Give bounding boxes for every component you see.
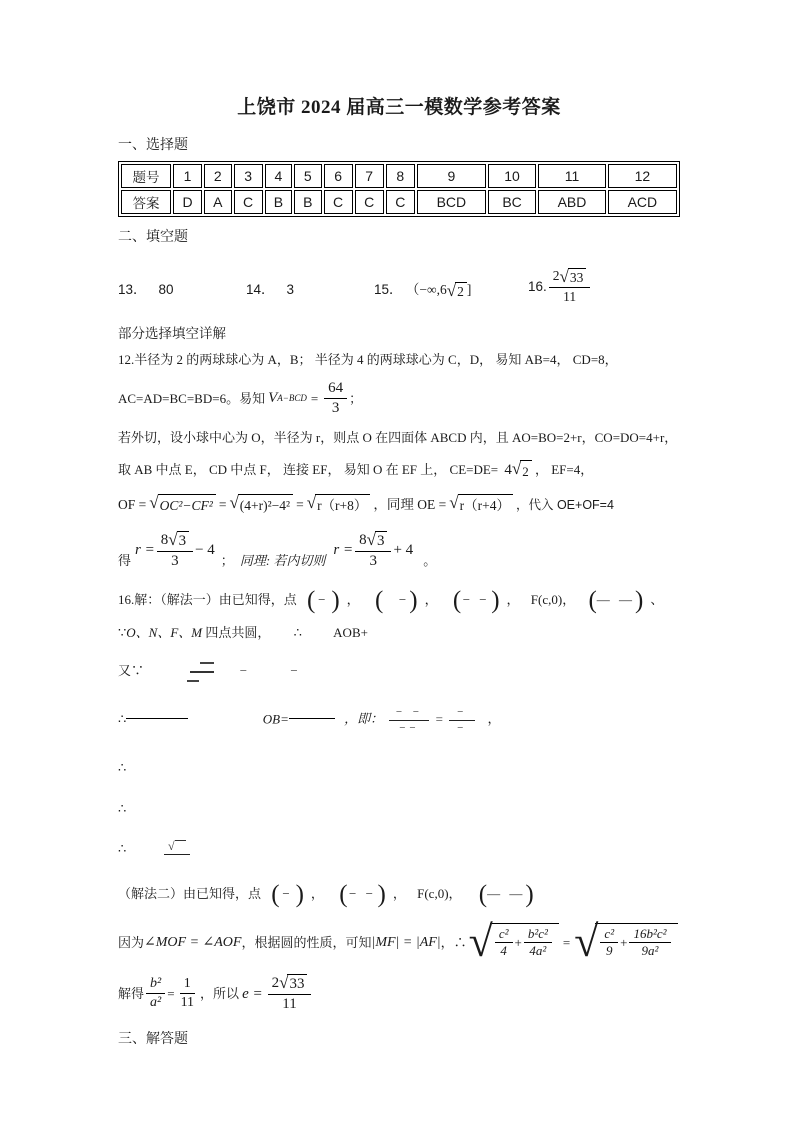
sqrt-symbol: √ r（r+4） [449,494,513,516]
broken-rule [289,718,335,719]
table-cell: A [204,190,231,214]
broken-fraction: − − [449,707,475,734]
section-heading-blank: 二、填空题 [118,230,188,245]
blank-answers-row [118,266,680,312]
table-cell: C [324,190,353,214]
q16-method1-line3: 又∵ − − [118,659,680,685]
broken-fraction: − − −− [389,707,429,734]
fraction: 2 √ 33 11 [268,974,312,1014]
therefore-symbol: ∴ [118,840,127,856]
detail-heading: 部分选择填空详解 [118,326,226,341]
q15-answer: 15． （−∞,6 √ 2 ] [374,280,472,300]
therefore-symbol: ∴ [118,711,127,726]
fraction: 8 √ 3 3 [157,531,193,571]
table-cell: 3 [234,164,263,188]
q16-therefore-empty-1: ∴ [118,759,127,775]
fraction: 8 √ 3 3 [355,531,391,571]
also-because: 又∵ [118,662,145,678]
q12-line3: 若外切，设小球中心为 O，半径为 r，则点 O 在四面体 ABCD 内，且 AO=BO=2+r，CO=DO=4+r， [118,430,678,445]
q14-answer: 14． 3 [246,282,295,297]
sqrt-symbol: √ 33 [279,974,307,993]
row-label-answer: 答案 [121,190,171,214]
table-cell: ABD [538,190,606,214]
big-sqrt: √ $\frac{\text{c²}}{9}$ + $\frac{\text{16b²c²}}{\text{9a²}}$ [574,923,677,963]
sqrt-symbol: √ 2 [512,460,532,482]
angle-equality: ∠MOF = ∠AOF [144,934,242,950]
broken-equation-fragment [187,659,217,685]
table-cell: 7 [355,164,384,188]
fraction: $\frac{\text{b²c²}}{\text{4a²}}$ [524,927,552,960]
segment-equality: |MF| = |AF| [371,934,441,950]
sqrt-symbol: √ 33 [560,268,587,286]
eccentricity: e = [242,985,263,1002]
table-cell: 10 [488,164,536,188]
point-names: O、N、F、M [126,625,203,641]
ob-label: OB= [262,711,289,726]
fraction: $\frac{64}{3}$ [324,380,347,418]
table-cell: 11 [538,164,606,188]
q16-therefore-empty-3 [118,839,680,860]
q12-line6: 得 r = 8 √ 3 3 − 4 ； 同理: 若内切则 r = 8 √ 3 3 + 4 。 [118,529,437,569]
broken-sqrt-fragment [164,840,190,860]
section-heading-answer: 三、解答题 [118,1031,188,1047]
table-cell: C [355,190,384,214]
table-cell: 6 [324,164,353,188]
table-cell: D [173,190,202,214]
q12-line5: OF = √ OC²−CF² = √ (4+r)²−4² = √ r（r+8） ，同理 OE = √ r（r+4） ，代入 OE+OF=4 [118,494,680,516]
fraction: $\frac{\text{c²}}{4}$ [495,927,513,960]
q16-answer: 16. 2 √ 33 11 [528,268,592,304]
table-cell: B [294,190,321,214]
q16-method2-line2: 因为 ∠MOF = ∠AOF ，根据圆的性质，可知 |MF| = |AF| ，∴ √ $\frac{\text{c²}}{4}$ + $\frac{\text{b²c²}}{\text{4a²}}$ = √ $\frac{\text{c²}}{9}$ + $\frac{\text{16b²c²}}{\text{9a²}}$ [118,923,680,963]
table-cell: BC [488,190,536,214]
section-heading-choice: 一、选择题 [118,138,188,153]
row-label-number: 题号 [121,164,171,188]
variable-V: V [268,390,278,406]
radical-sign: √ [468,916,493,966]
sqrt-symbol: √ OC²−CF² [149,494,216,516]
sqrt-symbol: √ 3 [367,531,388,550]
answer-table [118,161,680,217]
table-row-numbers [121,164,677,188]
table-cell: 1 [173,164,202,188]
broken-coordinate: ( − −) [452,587,500,615]
fraction: $\frac{\text{16b²c²}}{\text{9a²}}$ [629,927,670,960]
sqrt-symbol: √ 2 [447,282,467,300]
table-cell: 4 [265,164,292,188]
q12-line2: AC=AD=BC=BD=6。易知 V A−BCD = $\frac{64}{3}$ ； [118,379,363,416]
fraction: $\frac{\text{c²}}{9}$ [600,927,618,960]
broken-rule [126,718,188,719]
because-symbol: ∵ [118,625,127,641]
broken-coordinate: ( − ) [271,880,304,908]
big-sqrt: √ $\frac{\text{c²}}{4}$ + $\frac{\text{b²c²}}{\text{4a²}}$ [469,923,559,963]
focus-point: F(c,0) [530,592,563,608]
therefore-symbol: ∴ [293,625,302,641]
q16-method1-line4: ∴ OB= ，即： − − −− = − − ， [118,705,501,734]
fraction: $\frac{\text{b²}}{\text{a²}}$ [146,976,165,1011]
broken-coordinate: ( − ) [307,587,340,615]
q16-method1-line1: 16.解：（解法一）由已知得，点 ( − ) ， ( −) ， ( − −) ， F(c,0)， (— —) 、 [118,587,664,615]
table-cell: 2 [204,164,231,188]
table-cell: C [234,190,263,214]
q12-line1: 12.半径为 2 的两球球心为 A，B； 半径为 4 的两球球心为 C，D， 易知 AB=4， CD=8， [118,352,618,367]
q16-method2-line3: 解得 $\frac{\text{b²}}{\text{a²}}$ = $\frac{1}{11}$ ，所以 e = 2 √ 33 11 [118,974,680,1014]
table-cell: BCD [417,190,486,214]
table-row-answers [121,190,677,214]
table-cell: 9 [417,164,486,188]
q12-line4: 取 AB 中点 E， CD 中点 F， 连接 EF， 易知 O 在 EF 上， CE=DE= 4 √ 2 ， EF=4， [118,459,680,482]
sqrt-symbol: √ 3 [168,531,189,550]
q16-method1-line2: ∵O、N、F、M 四点共圆， ∴ AOB+ [118,625,368,641]
q16-method2-line1: （解法二）由已知得，点 ( − ) ， ( − −) ， F(c,0)， (— —) [118,880,534,908]
broken-coordinate: ( −) [374,587,418,615]
q13-answer: 13． 80 [118,282,174,297]
fraction: 2 √ 33 11 [549,268,591,304]
broken-coordinate: ( − −) [339,880,386,908]
document-title: 上饶市 2024 届高三一模数学参考答案 [237,97,561,118]
table-cell: 12 [608,164,677,188]
sqrt-symbol: √ r（r+8） [307,494,371,516]
table-cell: 5 [294,164,321,188]
sqrt-symbol: √ (4+r)²−4² [229,494,293,516]
table-cell: 8 [386,164,415,188]
fraction: $\frac{1}{11}$ [180,976,195,1011]
focus-point: F(c,0) [417,885,449,901]
table-cell: ACD [608,190,677,214]
sqrt-symbol: √ [168,840,186,852]
broken-coordinate: (— —) [478,880,534,908]
table-cell: C [386,190,415,214]
radical-sign: √ [574,916,599,966]
q16-therefore-empty-2: ∴ [118,801,127,817]
table-cell: B [265,190,292,214]
broken-coordinate: (— —) [588,587,644,615]
